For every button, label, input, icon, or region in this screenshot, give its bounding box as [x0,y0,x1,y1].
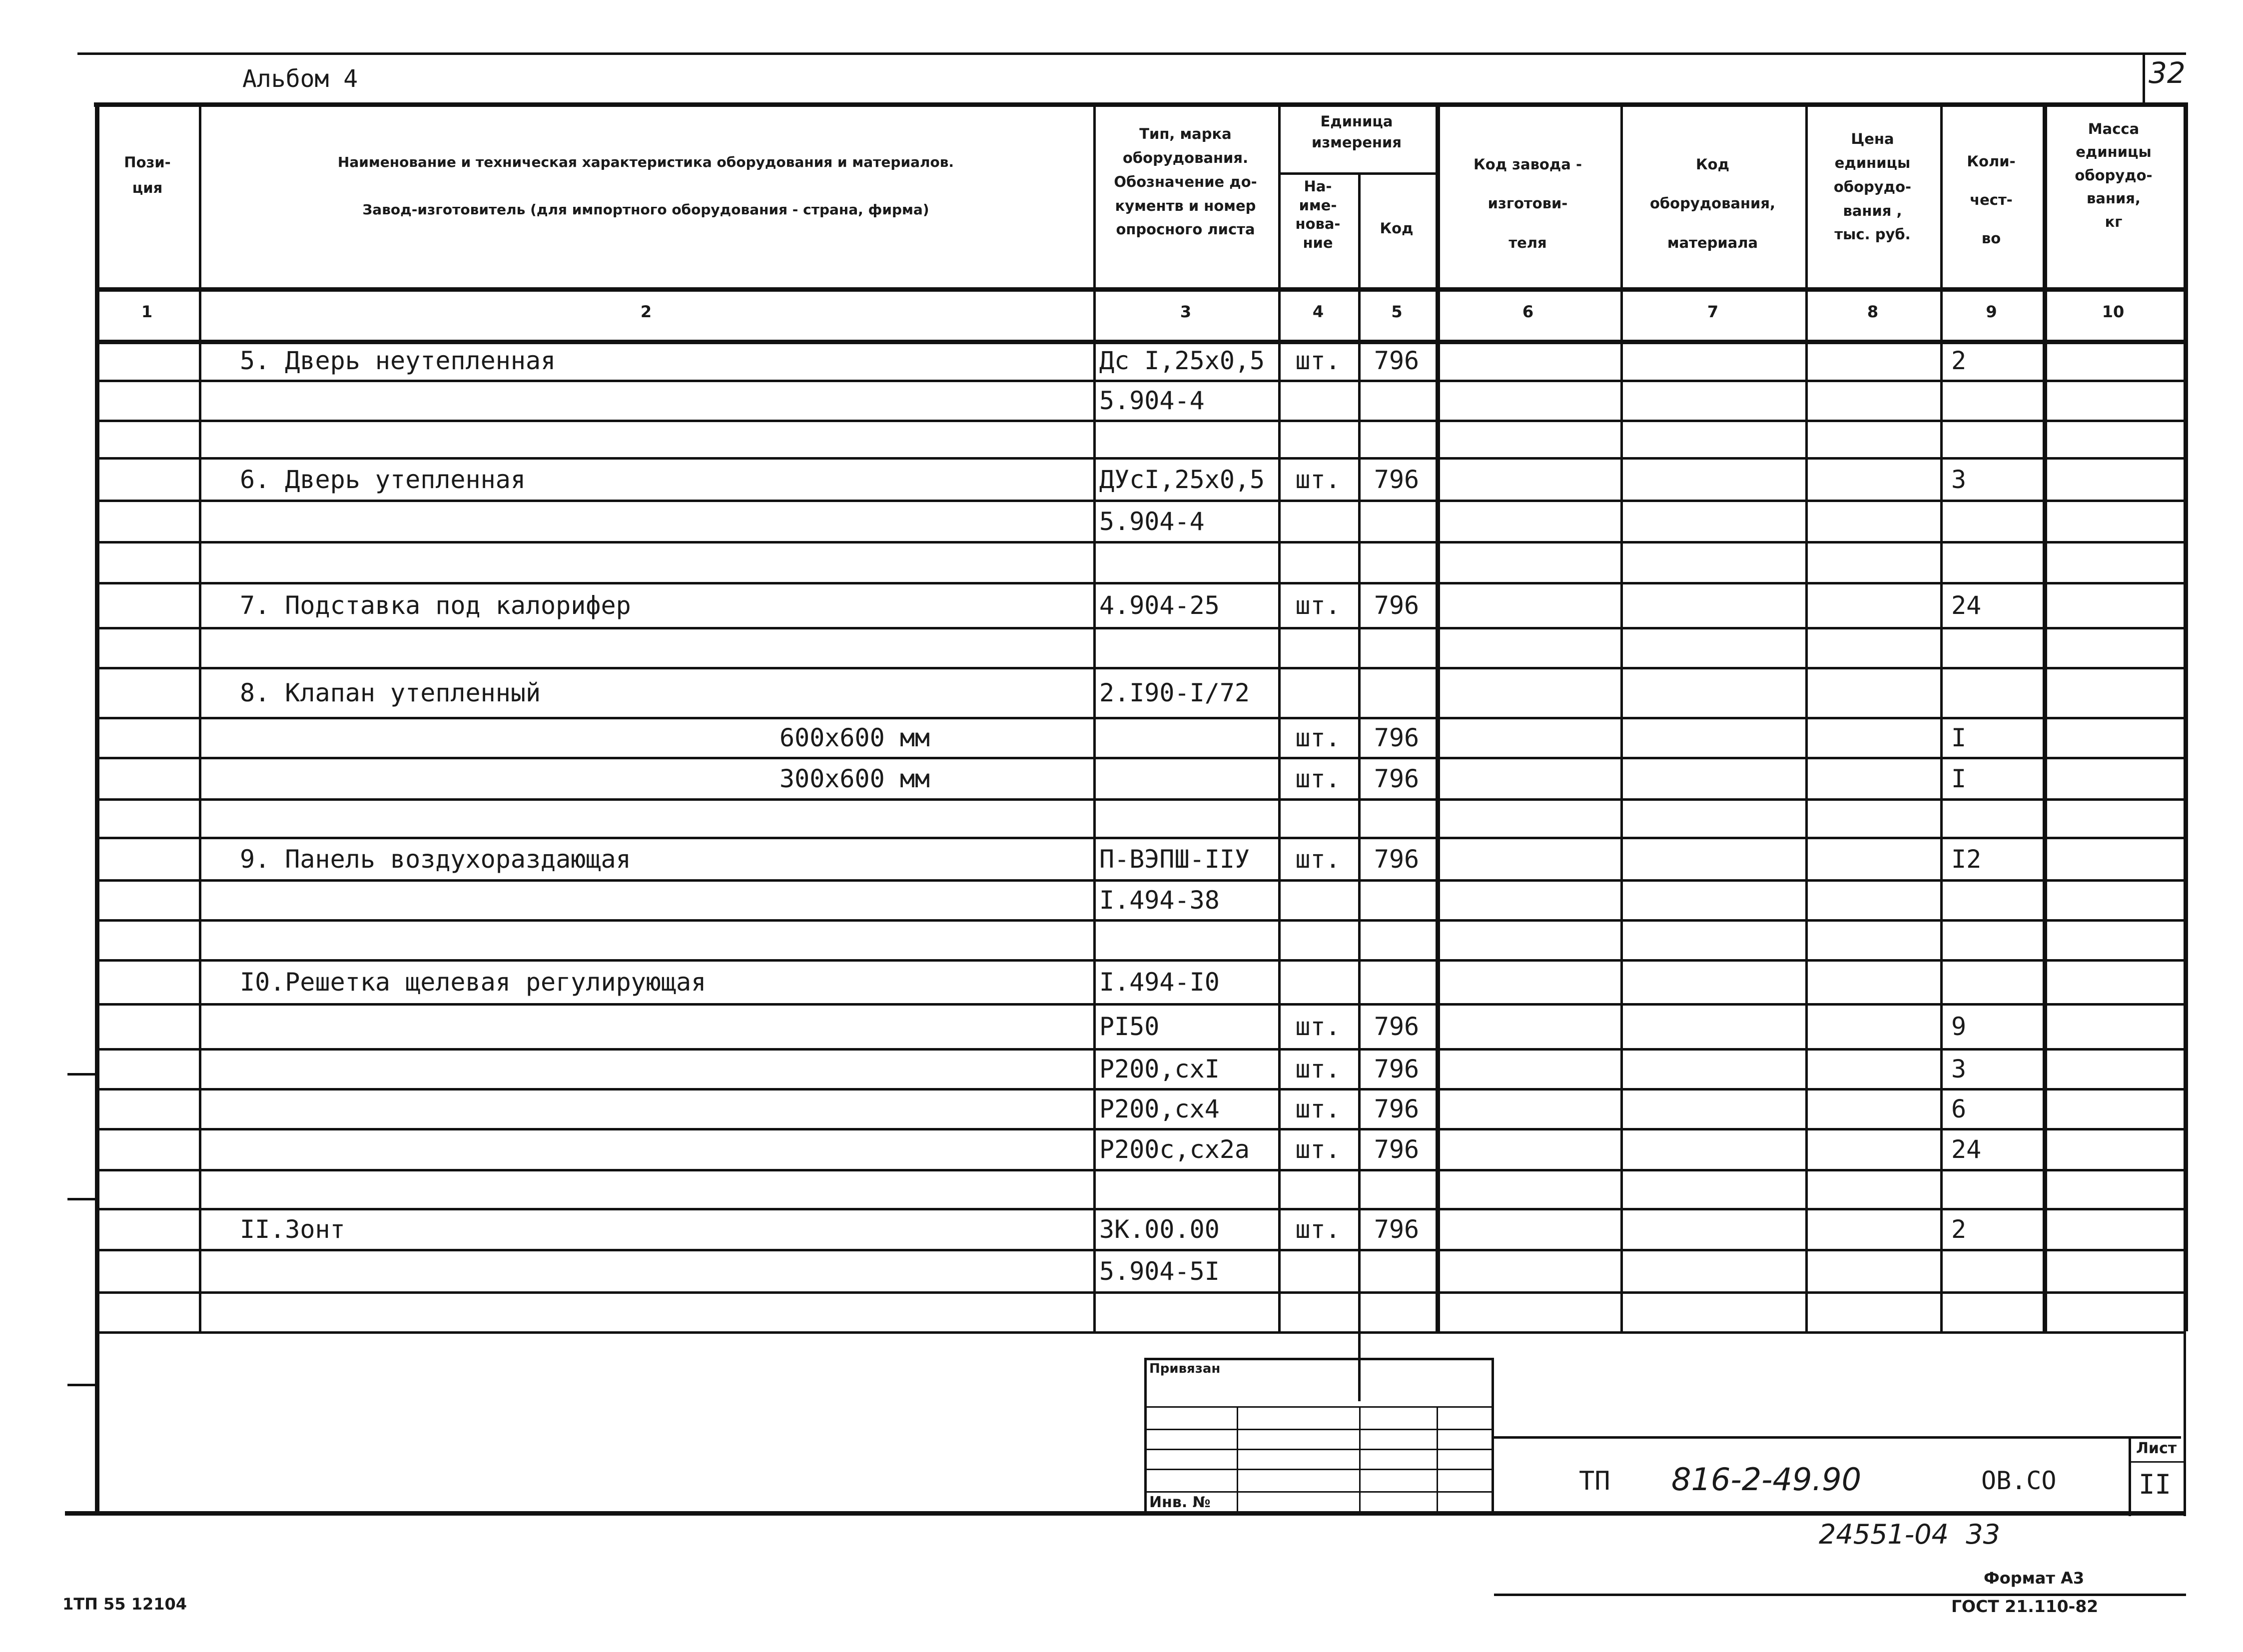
row-unit: шт. [1295,1135,1341,1164]
left-margin-tick-3 [67,1384,95,1386]
album-label: Альбом 4 [242,65,358,93]
stamp-tp-number: 816-2-49.90 [1671,1461,1862,1498]
stamp-doc-code: ОВ.СО [1981,1466,2057,1495]
row-divider [95,667,2184,669]
row-type: ДУсI,25х0,5 [1099,465,1265,494]
row-type: Р200с,сх2а [1099,1135,1250,1164]
row-qty: 3 [1951,1055,1967,1084]
row-name: 6. Дверь утепленная [240,465,526,494]
column-number: 3 [1180,302,1192,321]
row-divider [95,340,2184,344]
stamp-privyazan: Привязан [1149,1361,1221,1376]
row-code: 796 [1374,1215,1420,1244]
header-unit-group: Единица измерения [1312,113,1402,151]
row-type: 5.904-4 [1099,386,1205,415]
header-type: Тип, марка оборудования. Обозначение до- кументв и номер опросного листа [1114,125,1257,238]
row-type: 2.I90-I/72 [1099,678,1250,707]
row-divider [95,879,2184,882]
row-code: 796 [1374,591,1420,620]
row-unit: шт. [1295,844,1341,874]
row-divider [95,837,2184,839]
table-bottom-border [65,1511,2186,1516]
row-divider [95,717,2184,719]
row-divider [95,1249,2184,1251]
stamp-sheet-number: II [2139,1469,2172,1500]
row-unit: шт. [1295,346,1341,375]
column-number: 8 [1867,302,1879,321]
row-type: РI50 [1099,1012,1160,1041]
left-margin-tick-1 [67,1073,95,1076]
row-type: Р200,схI [1099,1055,1220,1084]
row-divider [95,1003,2184,1006]
unit-subheader-divider [1278,172,1436,175]
column-number: 4 [1312,302,1324,321]
row-code: 796 [1374,1012,1420,1041]
row-code: 796 [1374,346,1420,375]
row-qty: 6 [1951,1095,1967,1123]
left-margin-tick-2 [67,1198,95,1200]
row-qty: 2 [1951,1215,1967,1244]
row-type: I.494-I0 [1099,968,1220,997]
row-qty: 2 [1951,346,1967,375]
row-type: 5.904-5I [1099,1256,1220,1286]
row-name: 5. Дверь неутепленная [240,346,556,375]
row-qty: 3 [1951,465,1967,494]
header-position: Пози- ция [124,154,171,196]
row-divider [95,380,2184,382]
row-divider [95,798,2184,801]
header-unit-code: Код [1380,220,1414,237]
row-divider [95,1128,2184,1130]
row-name: I0.Решетка щелевая регулирующая [240,968,707,997]
column-divider [2184,102,2188,1331]
header-name-line2: Завод-изготовитель (для импортного оборудования - страна, фирма) [362,201,929,218]
header-quantity: Коли- чест- во [1967,153,2016,247]
column-number: 6 [1522,302,1534,321]
row-code: 796 [1374,465,1420,494]
row-divider [95,1088,2184,1091]
row-unit: шт. [1295,591,1341,620]
row-divider [95,1291,2184,1294]
row-unit: шт. [1295,764,1341,793]
row-unit: шт. [1295,1095,1341,1123]
row-qty: I [1951,723,1967,752]
row-code: 796 [1374,1135,1420,1164]
row-name: 7. Подставка под калорифер [240,591,631,620]
row-code: 796 [1374,1095,1420,1123]
header-name-line1: Наименование и техническая характеристика оборудования и материалов. [337,154,954,170]
row-type: Дс I,25х0,5 [1099,346,1265,375]
row-type: I.494-38 [1099,886,1220,915]
column-number: 9 [1986,302,1997,321]
row-divider [95,500,2184,502]
handwritten-number: 24551-04 33 [1819,1519,2001,1550]
row-unit: шт. [1295,1215,1341,1244]
row-qty: 24 [1951,1135,1982,1164]
row-name: 600х600 мм [779,723,930,752]
header-mass: Масса единицы оборудо- вания, кг [2075,120,2153,230]
top-border-line [77,52,2186,55]
row-type: ЗК.00.00 [1099,1215,1220,1244]
row-qty: 9 [1951,1012,1967,1041]
footer-gost: ГОСТ 21.110-82 [1951,1597,2099,1616]
row-qty: 24 [1951,591,1982,620]
row-unit: шт. [1295,1055,1341,1084]
column-number: 5 [1391,302,1403,321]
row-type: Р200,сх4 [1099,1095,1220,1123]
row-code: 796 [1374,723,1420,752]
row-divider [95,541,2184,544]
row-name: II.Зонт [240,1215,345,1244]
row-name: 9. Панель воздухораздающая [240,844,631,874]
row-unit: шт. [1295,723,1341,752]
row-divider [95,1048,2184,1051]
row-divider [95,582,2184,584]
row-qty: I [1951,764,1967,793]
row-type: П-ВЭПШ-IIУ [1099,844,1250,874]
row-divider [95,959,2184,962]
row-divider [95,1169,2184,1171]
footer-left-code: 1ТП 55 12104 [62,1595,187,1614]
stamp-inv-no: Инв. № [1149,1494,1211,1511]
header-factory-code: Код завода - изготови- теля [1474,156,1582,251]
stamp-sheet-label: Лист [2136,1440,2177,1457]
row-name: 8. Клапан утепленный [240,678,541,707]
row-divider [95,1331,2184,1334]
row-divider [95,757,2184,759]
row-divider [95,919,2184,922]
header-equipment-code: Код оборудования, материала [1649,156,1776,251]
row-code: 796 [1374,764,1420,793]
row-type: 5.904-4 [1099,507,1205,536]
footer-format: Формат А3 [1984,1569,2085,1588]
row-divider [95,420,2184,422]
stamp-tp: ТП [1579,1466,1610,1496]
row-type: 4.904-25 [1099,591,1220,620]
page-number-divider [2143,52,2145,102]
column-number: 7 [1707,302,1719,321]
table-top-border [94,102,2185,107]
row-code: 796 [1374,844,1420,874]
column-number: 10 [2102,302,2125,321]
row-divider [95,627,2184,629]
row-divider [95,287,2184,292]
row-name: 300х600 мм [779,764,930,793]
footer-rule [1494,1594,2186,1596]
column-number: 1 [141,302,153,321]
row-unit: шт. [1295,465,1341,494]
row-code: 796 [1374,1055,1420,1084]
column-number: 2 [640,302,652,321]
header-price: Цена единицы оборудо- вания , тыс. руб. [1833,130,1912,243]
row-divider [95,457,2184,460]
page-number: 32 [2149,56,2186,90]
header-unit-name: На- име- нова- ние [1295,178,1341,252]
row-unit: шт. [1295,1012,1341,1041]
row-qty: I2 [1951,844,1982,874]
row-divider [95,1208,2184,1210]
